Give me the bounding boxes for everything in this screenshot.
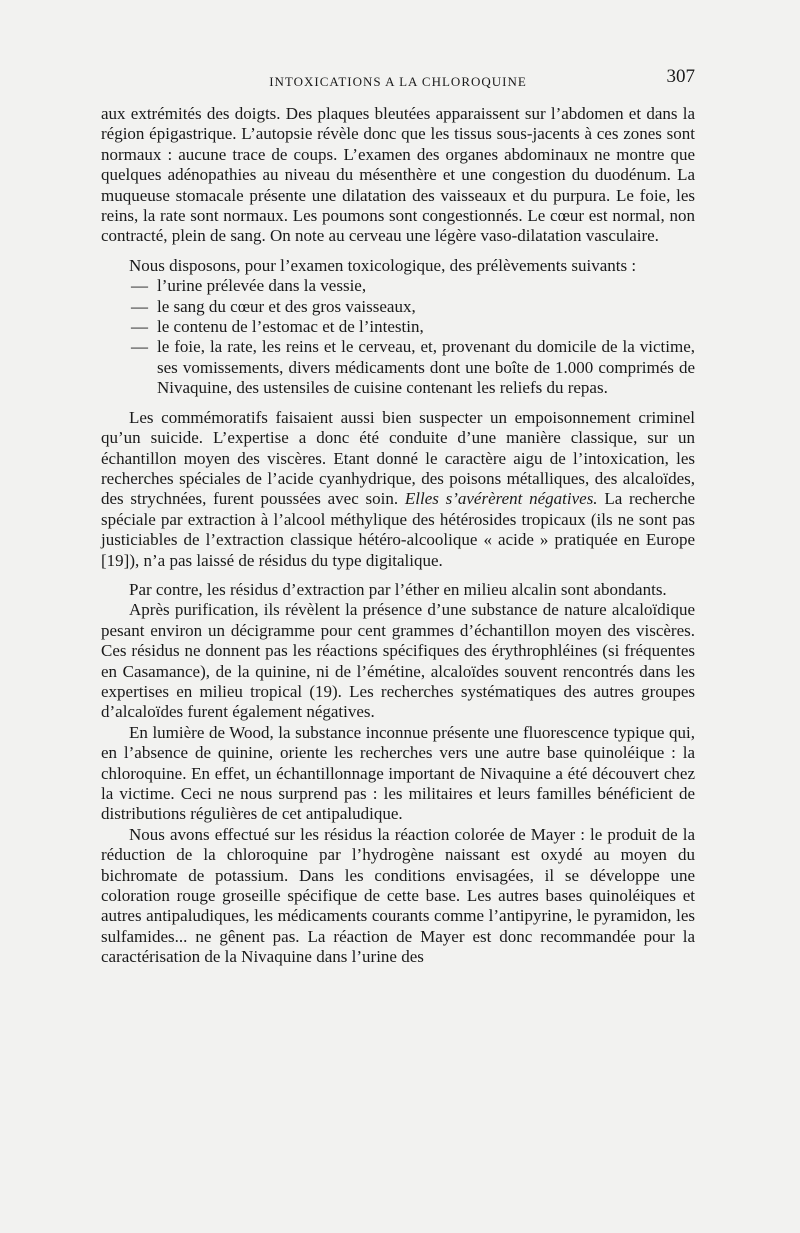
paragraph: aux extrémités des doigts. Des plaques bleutées apparaissent sur l’abdomen et dans la région épigastrique. L’autopsie révèle donc que les tissus sous-jacents à ces zones sont normaux : aucune trace de coups. L’examen des organes abdominaux ne montre que quelques adénopathies au niveau du mésenthère et une congestion du duodénum. La muqueuse stomacale présente une dilatation des vaisseaux et du purpura. Le foie, les reins, la rate sont normaux. Les poumons sont congestionnés. Le cœur est normal, non contracté, plein de sang. On note au cerveau une légère vaso-dilatation vasculaire. bbox=[101, 104, 695, 246]
paragraph: Par contre, les résidus d’extraction par l’éther en milieu alcalin sont abondants. bbox=[129, 579, 667, 599]
list-item: — le sang du cœur et des gros vaisseaux, bbox=[131, 296, 416, 316]
paragraph: Après purification, ils révèlent la présence d’une substance de nature alcaloïdique pesant environ un décigramme pour cent grammes d’échantillon moyen des viscères. Ces résidus ne donnent pas les réactions spécifiques des érythrophléines (si fréquentes en Casamance), de la quinine, ni de l’émétine, alcaloïdes souvent rencontrés dans les expertises en milieu tropical (19). Les recherches systématiques des autres groupes d’alcaloïdes furent également négatives. bbox=[101, 600, 695, 722]
paragraph: Les commémoratifs faisaient aussi bien suspecter un empoisonnement criminel qu’un suicide. L’expertise a donc été conduite d’une manière classique, sur un échantillon moyen des viscères. Etant donné le caractère aigu de l’intoxication, les recherches spéciales de l’acide cyanhydrique, des poisons métalliques, des alcaloïdes, des strychnées, furent poussées avec soin. Elles s’avérèrent négatives. La recherche spéciale par extraction à l’alcool méthylique des hétérosides tropicaux (ils ne sont pas justiciables de l’extraction classique hétéro-alcoolique « acide » pratiquée en Europe [19]), n’a pas laissé de résidus du type digitalique. bbox=[101, 407, 696, 570]
paragraph: Nous avons effectué sur les résidus la réaction colorée de Mayer : le produit de la réduction de la chloroquine par l’hydrogène naissant est oxydé au moyen du bichromate de potassium. Dans les conditions envisagées, il se développe une coloration rouge groseille spécifique de cette base. Les autres bases quinoléiques et autres antipaludiques, les médicaments courants comme l’antipyrine, le pyramidon, les sulfamides... ne gênent pas. La réaction de Mayer est donc recommandée pour la caractérisation de la Nivaquine dans l’urine des bbox=[101, 824, 695, 967]
document-page bbox=[101, 66, 695, 968]
page-header bbox=[101, 66, 695, 96]
paragraph: Nous disposons, pour l’examen toxicologique, des prélèvements suivants : bbox=[129, 255, 637, 275]
page-number: 307 bbox=[666, 66, 695, 87]
running-title: INTOXICATIONS A LA CHLOROQUINE bbox=[269, 74, 527, 89]
paragraph: En lumière de Wood, la substance inconnue présente une fluorescence typique qui, en l’absence de quinine, oriente les recherches vers une autre base quinoléique : la chloroquine. En effet, un échantillonnage important de Nivaquine a été découvert chez la victime. Ceci ne nous surprend pas : les militaires et leurs familles bénéficient de distributions régulières de cet antipaludique. bbox=[101, 722, 695, 824]
list-item: — le contenu de l’estomac et de l’intestin, bbox=[131, 317, 424, 337]
list-dash: — bbox=[131, 317, 148, 337]
list-dash: — bbox=[131, 337, 148, 357]
list-dash: — bbox=[131, 296, 148, 316]
specimen-list bbox=[101, 276, 695, 398]
italic-emphasis: Elles s’avérèrent négatives. bbox=[404, 489, 598, 509]
list-dash: — bbox=[131, 276, 148, 296]
body-text bbox=[101, 104, 695, 968]
list-item: — le foie, la rate, les reins et le cerveau, et, provenant du domicile de la victime, ses vomissements, divers médicaments dont une boîte de 1.000 comprimés de Nivaquine, des ustensiles de cuisine contenant les reliefs du repas. bbox=[131, 337, 695, 398]
list-item: — l’urine prélevée dans la vessie, bbox=[131, 276, 367, 296]
